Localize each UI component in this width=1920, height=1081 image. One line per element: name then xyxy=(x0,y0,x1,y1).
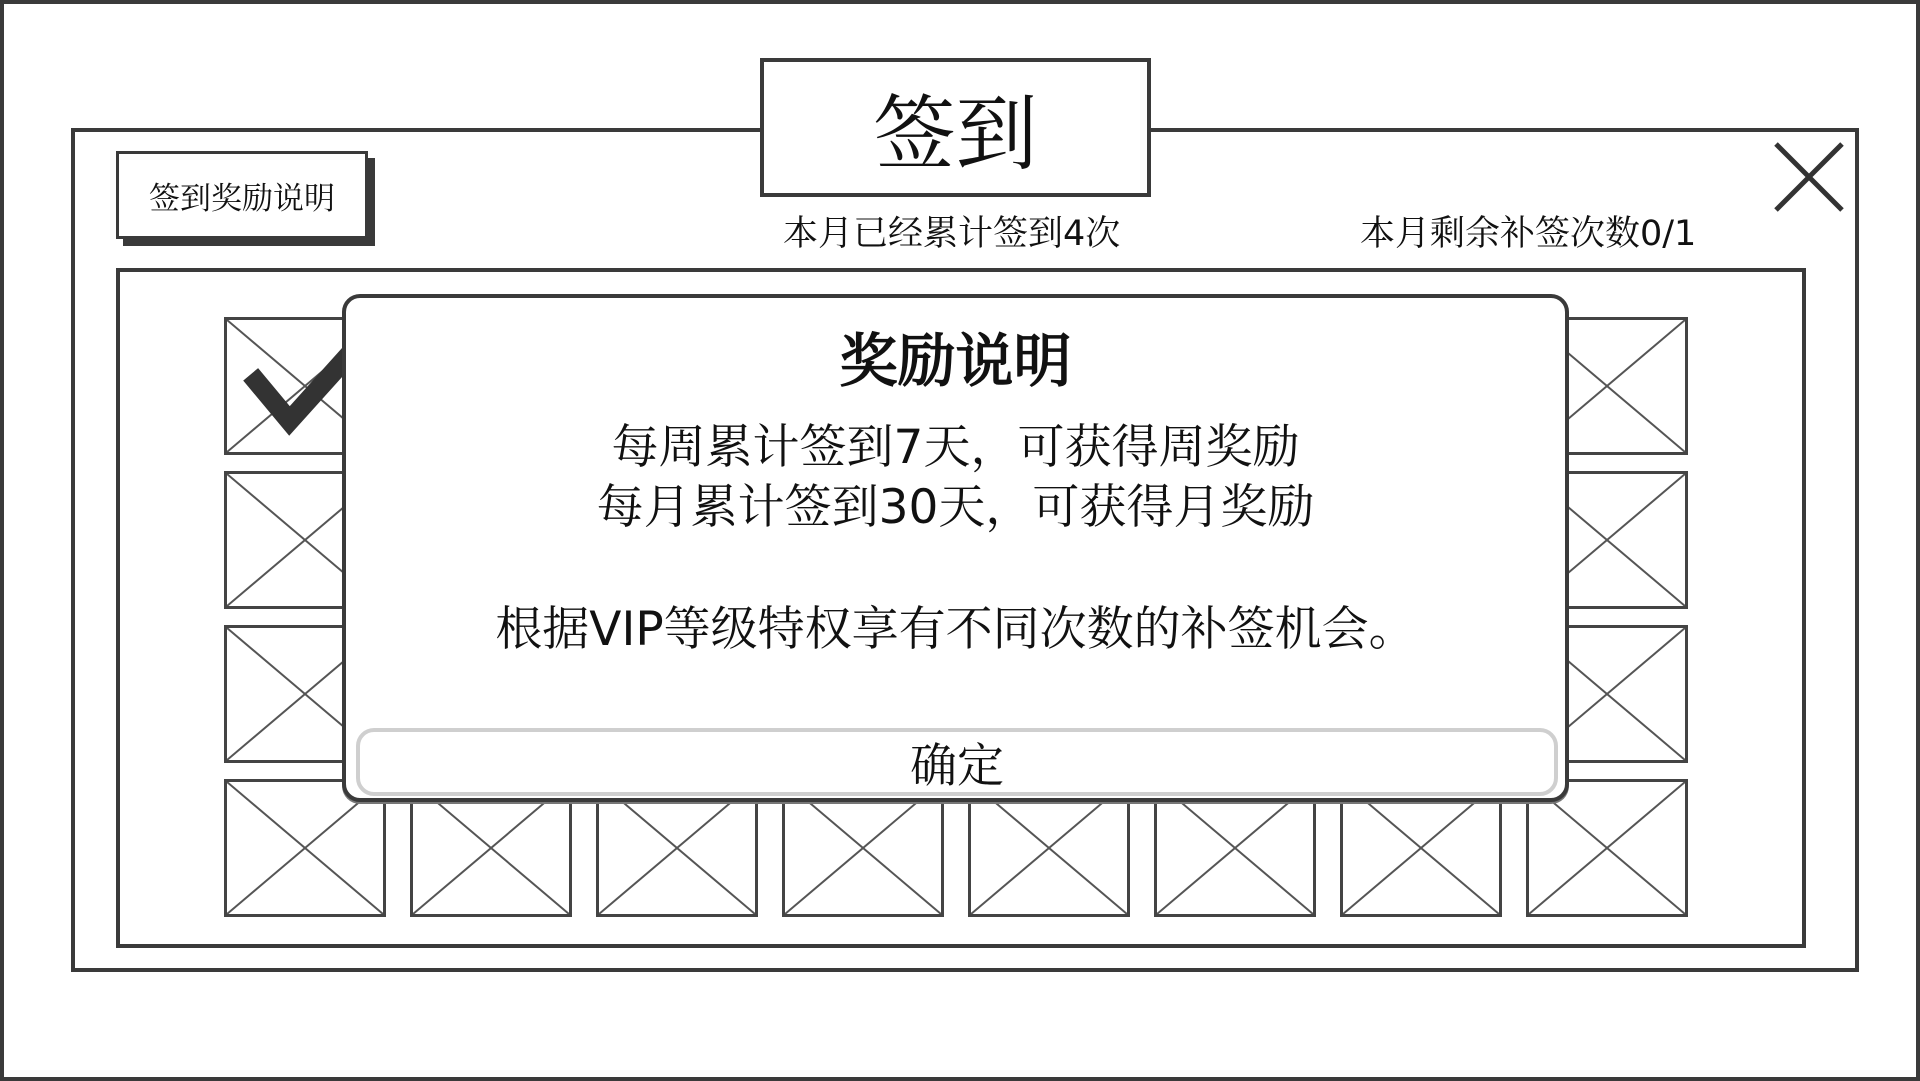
reward-info-modal xyxy=(342,294,1569,802)
month-total-count: 本月已经累计签到4次 xyxy=(783,214,1121,254)
close-button[interactable] xyxy=(1770,138,1848,216)
modal-line-monthly: 每月累计签到30天，可获得月奖励 xyxy=(596,480,1315,535)
close-icon xyxy=(1770,138,1848,216)
modal-line-weekly: 每周累计签到7天，可获得周奖励 xyxy=(611,420,1300,475)
confirm-button[interactable]: 确定 xyxy=(356,728,1558,796)
modal-title: 奖励说明 xyxy=(839,327,1072,395)
reward-info-button[interactable]: 签到奖励说明 xyxy=(116,151,368,239)
page-title: 签到 xyxy=(760,58,1151,197)
modal-line-vip: 根据VIP等级特权享有不同次数的补签机会。 xyxy=(495,602,1416,657)
makeup-remaining-count: 本月剩余补签次数0/1 xyxy=(1360,214,1697,254)
